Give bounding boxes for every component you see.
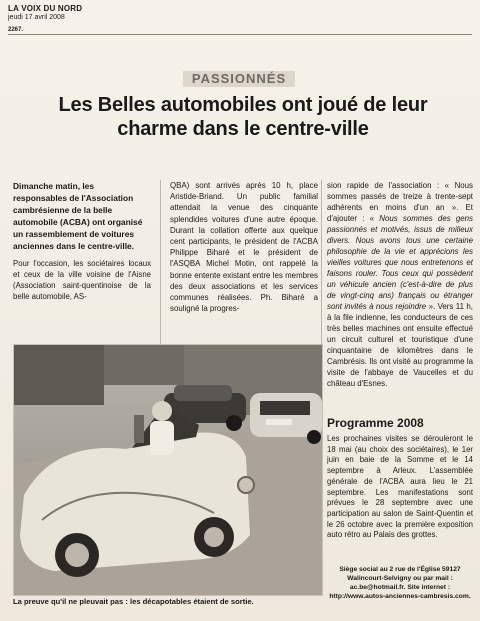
article-lead: Dimanche matin, les responsables de l'Association cambrésienne de la belle automobile (ACBA) ont organisé un rassemblement de voitures anciennes dans le centre-ville. [13, 181, 143, 251]
column-divider [160, 180, 161, 355]
issue-date: jeudi 17 avril 2008 [8, 14, 65, 21]
header-rule [8, 34, 472, 35]
masthead: LA VOIX DU NORD [8, 4, 83, 13]
column-divider [321, 180, 322, 355]
photo-caption: La preuve qu'il ne pleuvait pas : les décapotables étaient de sortie. [13, 597, 254, 606]
article-column-left: Pour l'occasion, les sociétaires locaux et ceux de la ville voisine de l'Aisne (Association saint-quentinoise de la belle automobile, AS- [13, 259, 151, 301]
program-subheading: Programme 2008 [327, 416, 424, 430]
president-quote: Nous sommes des gens passionnés et motivés, issus de milieux divers. Nous avons tous une certaine philosophie de la vie et apprécions les vieilles voitures que nous entretenons et faisons rouler. Tous ceux qui possèdent un véhicule ancien (c'est-à-dire de plus de vingt-cinq ans) français ou étranger sont invités à nous rejoindre [327, 214, 473, 311]
page-number: 2267. [8, 27, 24, 33]
spectator [150, 401, 174, 455]
right-car [250, 393, 322, 444]
article-photo [13, 344, 323, 596]
article-headline: Les Belles automobiles ont joué de leur charme dans le centre-ville [58, 94, 428, 140]
article-column-right [327, 180, 473, 389]
column-right-text-1: sion rapide de l'association : « Nous sommes passés de treize à trente-sept adhérents en moins d'un an ». Et d'ajouter : « [327, 181, 473, 223]
program-text: Les prochaines visites se dérouleront le 18 mai (au choix des sociétaires), le 1er juin en baie de la Somme et le 14 septembre à Arleux. L'assemblée générale de l'ACBA aura lieu le 21 septembre. Les manifestations sont prévues le 28 septembre avec une participation au salon de Saint-Quentin et le 26 octobre avec la première exposition auto rétro au Palais des grottes. [327, 434, 473, 540]
association-contact: Siège social au 2 rue de l'Église 59127 Walincourt-Selvigny ou par mail : ac.be@hotmail.fr. Site internet : http://www.autos-anciennes-cambresis.com. [329, 566, 471, 600]
section-kicker: PASSIONNÉS [183, 71, 295, 87]
article-column-middle: QBA) sont arrivés après 10 h, place Aristide-Briand. Un public familial attendait la venue des cinquante splendides voitures d'une autre époque. Durant la collation offerte aux quelque cent participants, le président de l'ACBA Philippe Biharé et le président de l'ASQBA Michel Motin, ont rappelé la bonne entente existant entre les membres des deux associations et les services communes réalisées. Ph. Biharé a souligné la progres- [170, 181, 318, 314]
vintage-cars-photo [14, 345, 322, 595]
column-right-text-2: ». Vers 11 h, à la file indienne, les conducteurs de ces très belles machines ont ensuite effectué un circuit culturel et touristique d'une cinquantaine de kilomètres dans le Cambrésis. Ils ont visité au programme la visite de l'abbaye de Vaucelles et du château d'Esnes. [327, 302, 473, 388]
